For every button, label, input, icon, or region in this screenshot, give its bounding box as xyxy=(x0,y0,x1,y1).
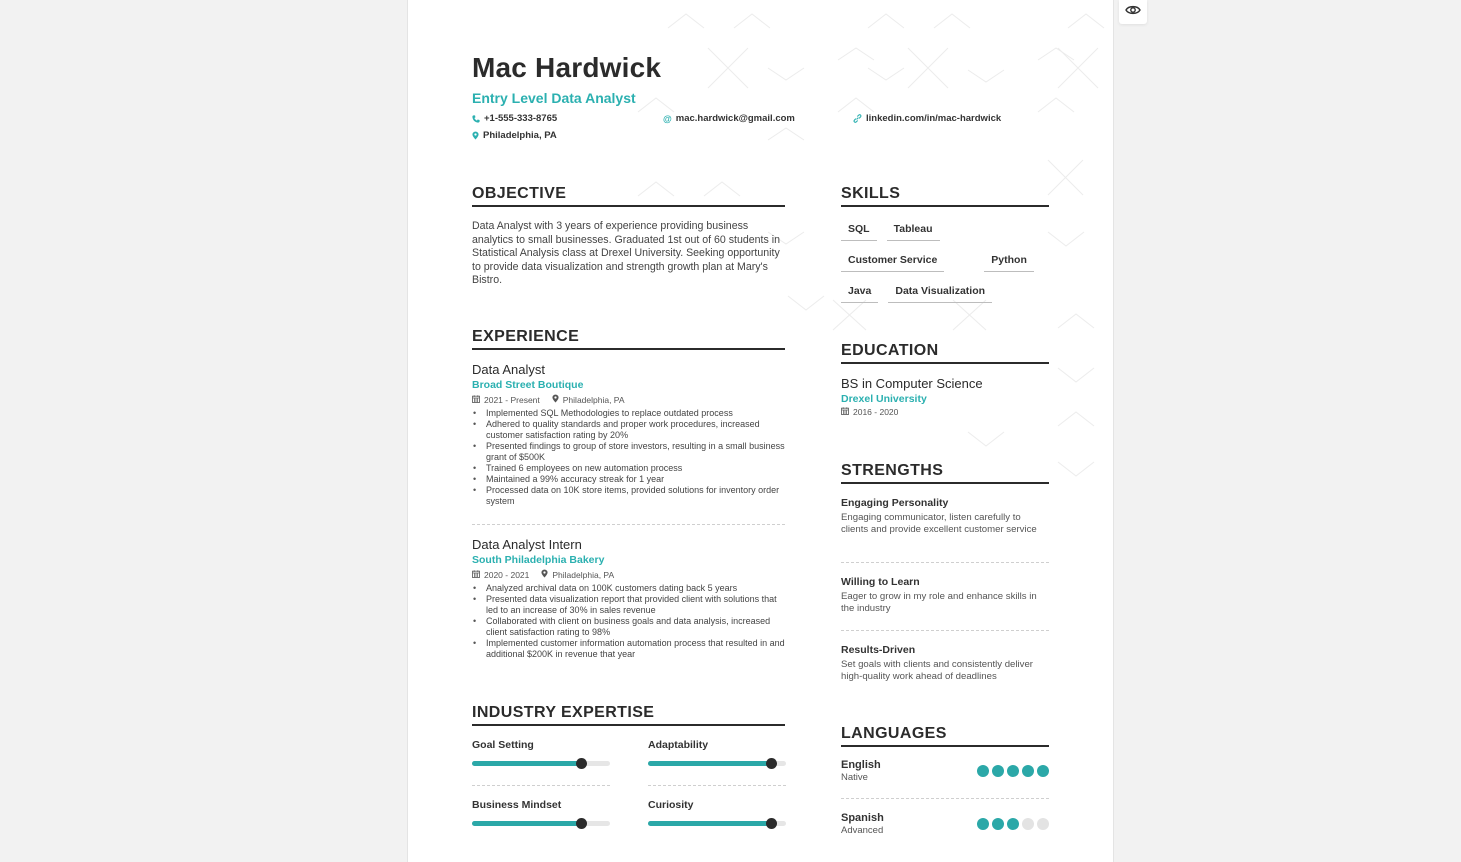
job-company: South Philadelphia Bakery xyxy=(472,554,605,566)
map-pin-icon xyxy=(472,131,479,140)
divider xyxy=(472,785,610,786)
section-heading-skills: SKILLS xyxy=(841,185,1049,207)
job-entry xyxy=(472,537,785,660)
contact-linkedin[interactable]: linkedin.com/in/mac-hardwick xyxy=(853,113,1001,124)
language-item: English Native xyxy=(841,758,1049,784)
job-company: Broad Street Boutique xyxy=(472,379,584,391)
bullet-item: • Collaborated with client on business goals and data analysis, increased client satisfaction rating to 98% xyxy=(472,616,785,638)
at-icon: @ xyxy=(663,113,672,124)
map-pin-icon xyxy=(541,568,548,582)
bullet-item: • Presented findings to group of store investors, resulting in a small business grant of $500K xyxy=(472,441,785,463)
eye-icon xyxy=(1125,3,1141,21)
bullet-item: • Maintained a 99% accuracy streak for 1 year xyxy=(472,474,785,485)
expertise-bar xyxy=(472,821,610,826)
skill-tag: SQL xyxy=(841,220,877,241)
divider xyxy=(648,785,786,786)
divider xyxy=(841,562,1049,563)
job-title: Data Analyst xyxy=(472,362,545,377)
bullet-item: • Presented data visualization report that provided client with solutions that led to an increase of 30% in sales revenue xyxy=(472,594,785,616)
expertise-item: Goal Setting xyxy=(472,738,610,766)
skill-tag: Customer Service xyxy=(841,251,944,272)
education-school: Drexel University xyxy=(841,393,927,405)
job-meta: 2020 - 2021 Philadelphia, PA xyxy=(472,568,785,582)
expertise-bar xyxy=(472,761,610,766)
rating-dot xyxy=(1007,818,1019,830)
section-heading-strengths: STRENGTHS xyxy=(841,462,1049,484)
calendar-icon xyxy=(472,393,480,407)
expertise-bar-knob xyxy=(766,758,777,769)
map-pin-icon xyxy=(552,393,559,407)
rating-dot xyxy=(977,818,989,830)
skill-tag: Python xyxy=(984,251,1034,272)
skill-tag: Data Visualization xyxy=(888,282,992,303)
objective-text: Data Analyst with 3 years of experience providing business analytics to small businesses. Graduated 1st out of 60 students in Statistical Analysis class at Drexel University. Seeking opportunity to provide data visualization and strength growth plan at Mary's Bistro. xyxy=(472,220,780,286)
divider xyxy=(841,798,1049,799)
job-bullets xyxy=(472,408,785,507)
expertise-bar-fill xyxy=(472,821,582,826)
bullet-item: • Trained 6 employees on new automation process xyxy=(472,463,785,474)
strength-item: Engaging Personality Engaging communicator, listen carefully to clients and provide excellent customer service xyxy=(841,497,1037,535)
divider xyxy=(841,630,1049,631)
section-heading-education: EDUCATION xyxy=(841,342,1049,364)
rating-dot xyxy=(1022,765,1034,777)
expertise-bar-fill xyxy=(472,761,582,766)
contact-email[interactable]: @ mac.hardwick@gmail.com xyxy=(663,113,795,124)
rating-dot xyxy=(1022,818,1034,830)
calendar-icon xyxy=(841,407,849,417)
job-bullets xyxy=(472,583,785,660)
language-rating xyxy=(977,818,1049,830)
strength-item: Willing to Learn Eager to grow in my role and enhance skills in the industry xyxy=(841,576,1037,614)
language-item: Spanish Advanced xyxy=(841,811,1049,837)
strength-item: Results-Driven Set goals with clients and consistently deliver high-quality work ahead of deadlines xyxy=(841,644,1033,682)
education-dates: 2016 - 2020 xyxy=(841,407,983,417)
divider xyxy=(472,524,785,525)
education-degree: BS in Computer Science xyxy=(841,376,983,391)
link-icon xyxy=(853,114,862,123)
rating-dot xyxy=(1007,765,1019,777)
contact-location: Philadelphia, PA xyxy=(472,130,557,141)
candidate-name: Mac Hardwick xyxy=(472,52,662,83)
section-heading-experience: EXPERIENCE xyxy=(472,328,785,350)
expertise-bar-fill xyxy=(648,821,772,826)
candidate-title: Entry Level Data Analyst xyxy=(472,90,636,106)
bullet-item: • Implemented customer information automation process that resulted in and additional $200K in revenue that year xyxy=(472,638,785,660)
expertise-bar-knob xyxy=(576,758,587,769)
preview-button[interactable] xyxy=(1119,0,1147,24)
section-heading-industry-expertise: INDUSTRY EXPERTISE xyxy=(472,704,785,726)
section-heading-objective: OBJECTIVE xyxy=(472,185,785,207)
expertise-bar-knob xyxy=(766,818,777,829)
expertise-bar-fill xyxy=(648,761,772,766)
calendar-icon xyxy=(472,568,480,582)
bullet-item: • Processed data on 10K store items, provided solutions for inventory order system xyxy=(472,485,785,507)
job-entry xyxy=(472,362,785,507)
bullet-item: • Implemented SQL Methodologies to replace outdated process xyxy=(472,408,785,419)
expertise-item: Curiosity xyxy=(648,798,786,826)
language-rating xyxy=(977,765,1049,777)
expertise-bar xyxy=(648,761,786,766)
rating-dot xyxy=(1037,818,1049,830)
resume-content xyxy=(472,0,1072,862)
skill-tag: Java xyxy=(841,282,878,303)
section-heading-languages: LANGUAGES xyxy=(841,725,1049,747)
expertise-item: Business Mindset xyxy=(472,798,610,826)
expertise-bar xyxy=(648,821,786,826)
skill-tag: Tableau xyxy=(887,220,940,241)
expertise-bar-knob xyxy=(576,818,587,829)
skills-list xyxy=(841,220,1049,303)
job-meta: 2021 - Present Philadelphia, PA xyxy=(472,393,785,407)
contact-phone: +1-555-333-8765 xyxy=(472,113,557,124)
resume-page xyxy=(407,0,1114,862)
expertise-item: Adaptability xyxy=(648,738,786,766)
rating-dot xyxy=(992,765,1004,777)
rating-dot xyxy=(977,765,989,777)
bullet-item: • Analyzed archival data on 100K customers dating back 5 years xyxy=(472,583,785,594)
job-title: Data Analyst Intern xyxy=(472,537,582,552)
rating-dot xyxy=(1037,765,1049,777)
phone-icon xyxy=(472,115,480,123)
bullet-item: • Adhered to quality standards and proper work procedures, increased customer satisfaction rating by 20% xyxy=(472,419,785,441)
education-entry xyxy=(841,376,983,417)
rating-dot xyxy=(992,818,1004,830)
